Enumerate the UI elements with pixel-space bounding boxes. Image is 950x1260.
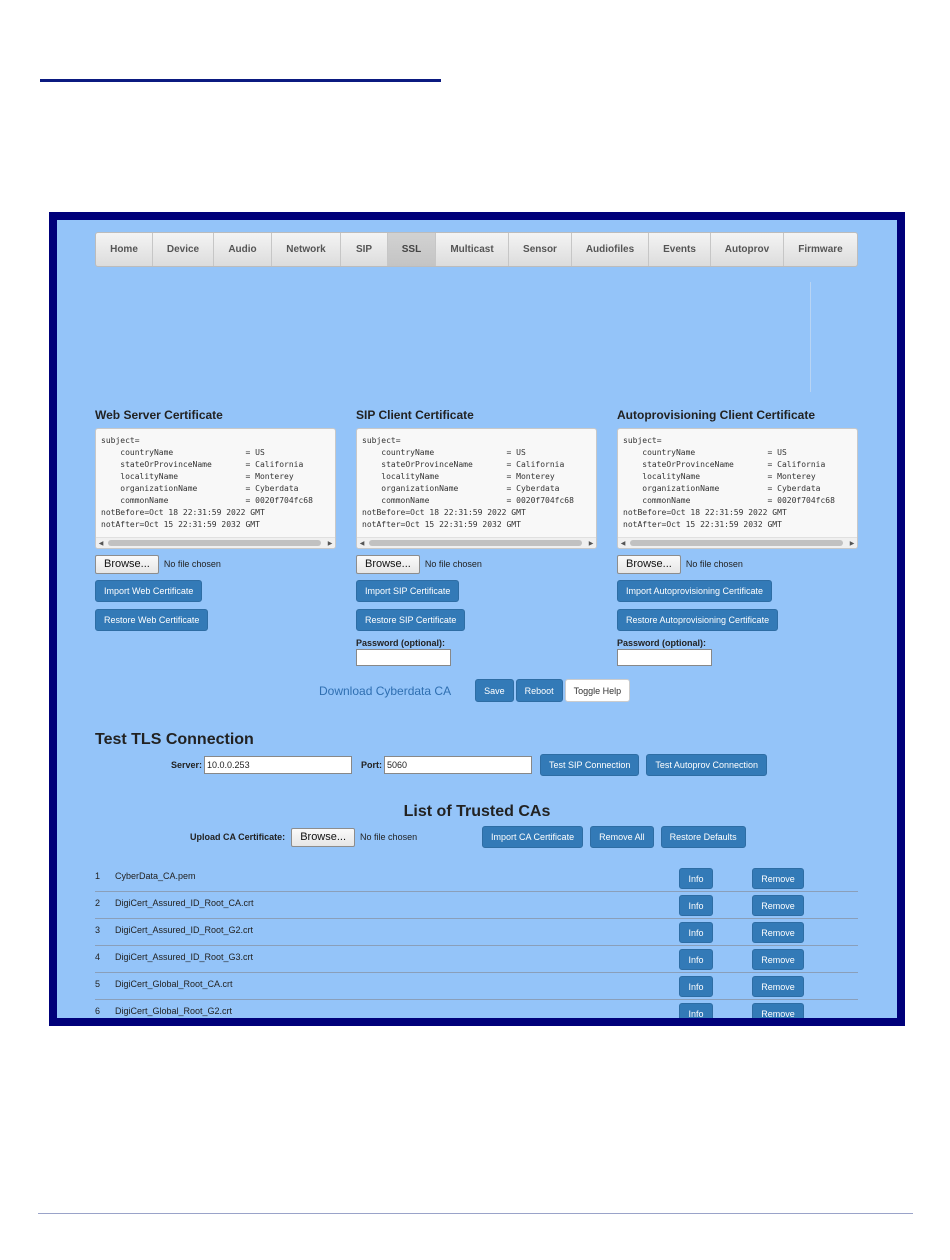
ca-filename: DigiCert_Assured_ID_Root_G3.crt (115, 952, 254, 962)
table-row (95, 1000, 858, 1018)
row-number: 6 (95, 1006, 101, 1016)
restore-autoprov-cert-button[interactable]: Restore Autoprovisioning Certificate (617, 609, 778, 631)
autoprov-password-label: Password (optional): (617, 638, 707, 648)
tls-title: Test TLS Connection (95, 731, 254, 748)
tab-autoprov[interactable]: Autoprov (711, 233, 784, 266)
ca-filename: DigiCert_Assured_ID_Root_G2.crt (115, 925, 254, 935)
remove-button[interactable]: Remove (752, 895, 804, 916)
web-cert-text: subject= countryName = US stateOrProvinceName = California localityName = Monterey organizationName = Cyberdata commonName = 0020f704fc68 notBefore=Oct 18 22:31:59 2022 GMT notAfter=Oct 15 22:31:59 2032 GMT (101, 436, 313, 529)
row-number: 4 (95, 952, 101, 962)
test-sip-button[interactable]: Test SIP Connection (540, 754, 639, 776)
tab-home[interactable]: Home (96, 233, 153, 266)
server-label: Server: (171, 760, 203, 770)
upload-ca-row (190, 826, 746, 848)
import-web-cert-button[interactable]: Import Web Certificate (95, 580, 202, 602)
info-button[interactable]: Info (679, 1003, 713, 1018)
autoprov-cert-textarea[interactable] (617, 428, 858, 549)
row-number: 2 (95, 898, 101, 908)
table-row (95, 973, 858, 1000)
info-button[interactable]: Info (679, 949, 713, 970)
remove-button[interactable]: Remove (752, 1003, 804, 1018)
tab-audiofiles[interactable]: Audiofiles (572, 233, 649, 266)
info-button[interactable]: Info (679, 922, 713, 943)
toggle-help-button[interactable]: Toggle Help (565, 679, 631, 702)
web-cert-file-status: No file chosen (163, 559, 221, 569)
server-input[interactable]: 10.0.0.253 (204, 756, 352, 774)
table-row (95, 892, 858, 919)
tab-multicast[interactable]: Multicast (436, 233, 509, 266)
remove-button[interactable]: Remove (752, 868, 804, 889)
import-ca-button[interactable]: Import CA Certificate (482, 826, 583, 848)
trusted-ca-list (95, 865, 858, 1018)
tab-sip[interactable]: SIP (341, 233, 388, 266)
ssl-page (57, 220, 897, 1018)
divider (810, 282, 811, 392)
tab-network[interactable]: Network (272, 233, 341, 266)
reboot-button[interactable]: Reboot (516, 679, 563, 702)
ca-filename: DigiCert_Global_Root_G2.crt (115, 1006, 233, 1016)
info-button[interactable]: Info (679, 868, 713, 889)
ca-filename: CyberData_CA.pem (115, 871, 196, 881)
tab-audio[interactable]: Audio (214, 233, 272, 266)
restore-web-cert-button[interactable]: Restore Web Certificate (95, 609, 208, 631)
restore-defaults-button[interactable]: Restore Defaults (661, 826, 746, 848)
web-cert-textarea[interactable] (95, 428, 336, 549)
tab-sensor[interactable]: Sensor (509, 233, 572, 266)
autoprov-cert-title: Autoprovisioning Client Certificate (617, 408, 816, 422)
action-row (319, 679, 632, 702)
table-row (95, 919, 858, 946)
download-ca-link[interactable]: Download Cyberdata CA (319, 683, 452, 698)
table-row (95, 865, 858, 892)
import-sip-cert-button[interactable]: Import SIP Certificate (356, 580, 459, 602)
row-number: 3 (95, 925, 101, 935)
info-button[interactable]: Info (679, 895, 713, 916)
tab-device[interactable]: Device (153, 233, 214, 266)
autoprov-cert-file-status: No file chosen (685, 559, 743, 569)
horizontal-scrollbar[interactable] (618, 537, 857, 548)
scroll-right-icon[interactable]: ▶ (588, 540, 594, 547)
upload-ca-label: Upload CA Certificate: (190, 832, 286, 842)
sip-cert-title: SIP Client Certificate (356, 408, 474, 422)
scroll-right-icon[interactable]: ▶ (327, 540, 333, 547)
remove-button[interactable]: Remove (752, 949, 804, 970)
restore-sip-cert-button[interactable]: Restore SIP Certificate (356, 609, 465, 631)
row-number: 1 (95, 871, 101, 881)
web-cert-browse-button[interactable]: Browse... (95, 555, 159, 574)
remove-button[interactable]: Remove (752, 976, 804, 997)
autoprov-password-input[interactable] (617, 649, 712, 666)
sip-cert-section (356, 408, 597, 666)
port-input[interactable]: 5060 (384, 756, 532, 774)
scroll-left-icon[interactable]: ◀ (98, 540, 104, 547)
sip-password-label: Password (optional): (356, 638, 446, 648)
autoprov-cert-section (617, 408, 858, 666)
horizontal-scrollbar[interactable] (96, 537, 335, 548)
table-row (95, 946, 858, 973)
trusted-cas-title: List of Trusted CAs (403, 803, 551, 820)
info-button[interactable]: Info (679, 976, 713, 997)
sip-cert-file-status: No file chosen (424, 559, 482, 569)
tls-row (171, 754, 767, 776)
ca-browse-button[interactable]: Browse... (291, 828, 355, 847)
web-cert-title: Web Server Certificate (95, 408, 223, 422)
remove-all-button[interactable]: Remove All (590, 826, 654, 848)
row-number: 5 (95, 979, 101, 989)
sip-cert-text: subject= countryName = US stateOrProvinceName = California localityName = Monterey organizationName = Cyberdata commonName = 0020f704fc68 notBefore=Oct 18 22:31:59 2022 GMT notAfter=Oct 15 22:31:59 2032 GMT (362, 436, 574, 529)
import-autoprov-cert-button[interactable]: Import Autoprovisioning Certificate (617, 580, 772, 602)
tab-events[interactable]: Events (649, 233, 711, 266)
scroll-left-icon[interactable]: ◀ (620, 540, 626, 547)
sip-password-input[interactable] (356, 649, 451, 666)
ca-filename: DigiCert_Global_Root_CA.crt (115, 979, 233, 989)
footer-rule (38, 1213, 913, 1214)
scroll-right-icon[interactable]: ▶ (849, 540, 855, 547)
web-cert-section (95, 408, 336, 632)
scroll-thumb[interactable] (108, 540, 321, 546)
horizontal-scrollbar[interactable] (357, 537, 596, 548)
scroll-thumb[interactable] (630, 540, 843, 546)
save-button[interactable]: Save (475, 679, 514, 702)
ca-filename: DigiCert_Assured_ID_Root_CA.crt (115, 898, 254, 908)
test-autoprov-button[interactable]: Test Autoprov Connection (646, 754, 767, 776)
nav-bar (95, 232, 858, 267)
title-underline (40, 79, 441, 82)
tab-firmware[interactable]: Firmware (798, 244, 843, 255)
tab-ssl[interactable]: SSL (388, 233, 436, 266)
sip-cert-browse-button[interactable]: Browse... (356, 555, 420, 574)
autoprov-cert-browse-button[interactable]: Browse... (617, 555, 681, 574)
ca-file-status: No file chosen (360, 832, 418, 842)
scroll-thumb[interactable] (369, 540, 582, 546)
autoprov-cert-text: subject= countryName = US stateOrProvinceName = California localityName = Monterey organizationName = Cyberdata commonName = 0020f704fc68 notBefore=Oct 18 22:31:59 2022 GMT notAfter=Oct 15 22:31:59 2032 GMT (623, 436, 835, 529)
port-label: Port: (361, 760, 383, 770)
screenshot-frame (49, 212, 905, 1026)
remove-button[interactable]: Remove (752, 922, 804, 943)
sip-cert-textarea[interactable] (356, 428, 597, 549)
scroll-left-icon[interactable]: ◀ (359, 540, 365, 547)
